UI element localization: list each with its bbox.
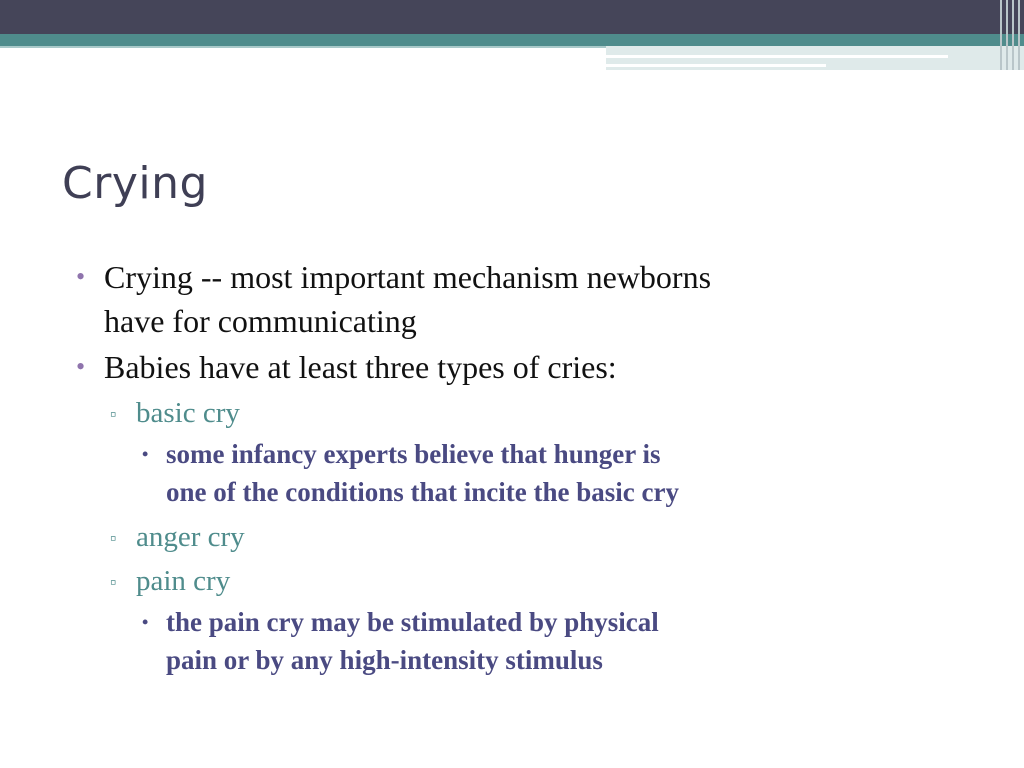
- detail-text-line: one of the conditions that incite the basic cry: [166, 477, 679, 507]
- header-stripe: [1006, 0, 1008, 70]
- sub-bullet-item: [76, 559, 976, 603]
- bullet-marker: •: [76, 262, 86, 291]
- header-stripe: [1000, 0, 1002, 70]
- bullet-marker: •: [76, 352, 86, 381]
- detail-text-line: the pain cry may be stimulated by physical: [166, 607, 659, 637]
- sub-bullet-text: pain cry: [136, 565, 231, 597]
- detail-bullet-marker: •: [142, 444, 149, 464]
- sub-bullet-item: [76, 515, 976, 559]
- bullet-text-line: Crying -- most important mechanism newborns: [104, 259, 712, 295]
- detail-bullet-item: [76, 603, 976, 679]
- sub-bullet-text: anger cry: [136, 521, 245, 553]
- slide-title: Crying: [62, 158, 208, 209]
- sub-bullet-item: [76, 391, 976, 435]
- slide-body: [76, 255, 976, 683]
- header-band-dark: [0, 0, 1024, 34]
- detail-bullet-marker: •: [142, 612, 149, 632]
- sub-bullet-marker: ▫: [110, 404, 117, 424]
- sub-bullet-marker: ▫: [110, 572, 117, 592]
- header-band-light-line: [0, 46, 606, 48]
- bullet-item: [76, 345, 976, 389]
- header-accent-line: [606, 55, 948, 58]
- bullet-text: Babies have at least three types of cries:: [104, 349, 617, 385]
- bullet-item: [76, 255, 976, 343]
- sub-bullet-marker: ▫: [110, 528, 117, 548]
- header-accent-line: [606, 64, 826, 67]
- header-stripes: [994, 0, 1024, 70]
- header-stripe: [1012, 0, 1014, 70]
- detail-bullet-item: [76, 435, 976, 511]
- header-stripe: [1018, 0, 1020, 70]
- detail-text-line: some infancy experts believe that hunger is: [166, 439, 661, 469]
- sub-bullet-text: basic cry: [136, 397, 240, 429]
- header-band-teal: [0, 34, 1024, 46]
- detail-text-line: pain or by any high-intensity stimulus: [166, 645, 603, 675]
- bullet-text-line: have for communicating: [104, 303, 417, 339]
